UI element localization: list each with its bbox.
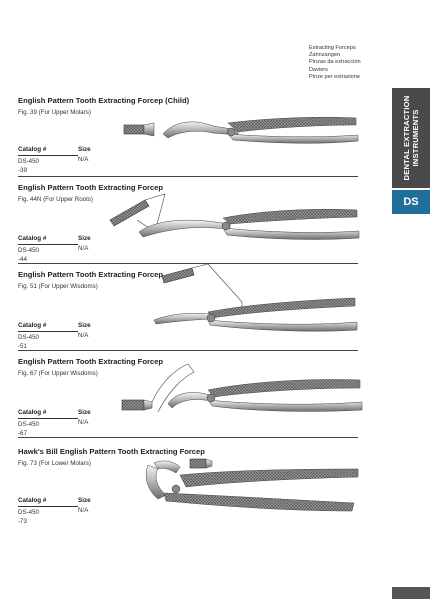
forcep-image [150, 262, 365, 337]
size-value: N/A [78, 507, 89, 514]
forcep-image [105, 190, 365, 245]
beak-detail-thumb [162, 268, 194, 283]
size-header: Size [78, 497, 91, 504]
forcep-handle-lower [208, 320, 357, 331]
forcep-handle-lower [223, 228, 359, 239]
section-tab [392, 88, 430, 188]
product-title: English Pattern Tooth Extracting Forcep [18, 183, 163, 192]
beak-detail-tip [144, 400, 152, 410]
catalog-number: DS-450-73 [18, 509, 39, 525]
catalog-underline [18, 506, 78, 507]
size-header: Size [78, 146, 91, 153]
forcep-beak [154, 313, 210, 324]
product-title: English Pattern Tooth Extracting Forcep [18, 357, 163, 366]
beak-detail-tip [206, 459, 212, 468]
product-figure: Fig. 73 (For Lower Molars) [18, 460, 91, 467]
catalog-underline [18, 155, 78, 156]
product-figure: Fig. 44N (For Upper Roots) [18, 196, 93, 203]
beak-detail-outline [192, 264, 242, 310]
size-header: Size [78, 322, 91, 329]
beak-detail-tip [144, 123, 154, 136]
product-title: English Pattern Tooth Extracting Forcep (Child) [18, 96, 190, 105]
product-figure: Fig. 39 (For Upper Molars) [18, 109, 91, 116]
forcep-image [118, 360, 366, 420]
product-figure: Fig. 67 (For Upper Wisdoms) [18, 370, 98, 377]
forcep-joint [207, 314, 215, 322]
language-item: Daviers [309, 66, 328, 73]
forcep-beak [163, 122, 238, 138]
catalog-number: DS-450-51 [18, 334, 39, 350]
forcep-joint [222, 222, 230, 230]
catalog-underline [18, 244, 78, 245]
beak-detail-thumb [124, 125, 144, 134]
language-list [309, 45, 361, 81]
size-header: Size [78, 235, 91, 242]
catalog-number: DS-450-44 [18, 247, 39, 263]
section-divider [18, 176, 358, 177]
catalog-number: DS-450-39 [18, 158, 39, 174]
forcep-handle-lower [164, 493, 354, 511]
catalog-header: Catalog # [18, 146, 47, 153]
sidebar-footer-bar [392, 587, 430, 599]
product-title: Hawk's Bill English Pattern Tooth Extracting Forcep [18, 447, 205, 456]
catalog-underline [18, 418, 78, 419]
forcep-handle-lower [228, 134, 358, 143]
section-tab-label: DENTAL EXTRACTION INSTRUMENTS [402, 95, 420, 181]
product-title: English Pattern Tooth Extracting Forcep [18, 270, 163, 279]
section-divider [18, 437, 358, 438]
forcep-beak [139, 220, 230, 237]
size-header: Size [78, 409, 91, 416]
forcep-image [118, 112, 363, 152]
forcep-handle-upper [180, 469, 358, 487]
section-divider [18, 350, 358, 351]
forcep-joint [227, 128, 235, 136]
product-figure: Fig. 51 (For Upper Wisdoms) [18, 283, 98, 290]
catalog-header: Catalog # [18, 497, 47, 504]
forcep-handle-upper [208, 379, 360, 397]
forcep-handle-lower [208, 400, 362, 411]
forcep-handle-upper [208, 298, 355, 318]
size-value: N/A [78, 156, 89, 163]
language-item: Zahnzangen [309, 52, 341, 59]
forcep-beak-upper [154, 461, 180, 473]
forcep-image [140, 455, 365, 517]
beak-detail-thumb [122, 400, 144, 410]
beak-detail-thumb [190, 459, 206, 468]
language-item: Pinze per estrazione [309, 73, 360, 80]
forcep-joint [172, 485, 180, 493]
language-item: Extracting Forceps [309, 45, 356, 51]
catalog-header: Catalog # [18, 409, 47, 416]
beak-detail-thumb [110, 200, 149, 226]
forcep-beak [146, 465, 166, 499]
size-value: N/A [78, 245, 89, 252]
size-value: N/A [78, 419, 89, 426]
forcep-beak [168, 392, 214, 408]
catalog-header: Catalog # [18, 235, 47, 242]
catalog-header: Catalog # [18, 322, 47, 329]
catalog-number: DS-450-67 [18, 421, 39, 437]
section-code-badge: DS [392, 190, 430, 214]
catalog-underline [18, 331, 78, 332]
language-item: Pinzas da extracción [309, 59, 361, 66]
size-value: N/A [78, 332, 89, 339]
forcep-handle-upper [228, 117, 356, 132]
forcep-joint [207, 394, 215, 402]
forcep-handle-upper [223, 209, 357, 224]
